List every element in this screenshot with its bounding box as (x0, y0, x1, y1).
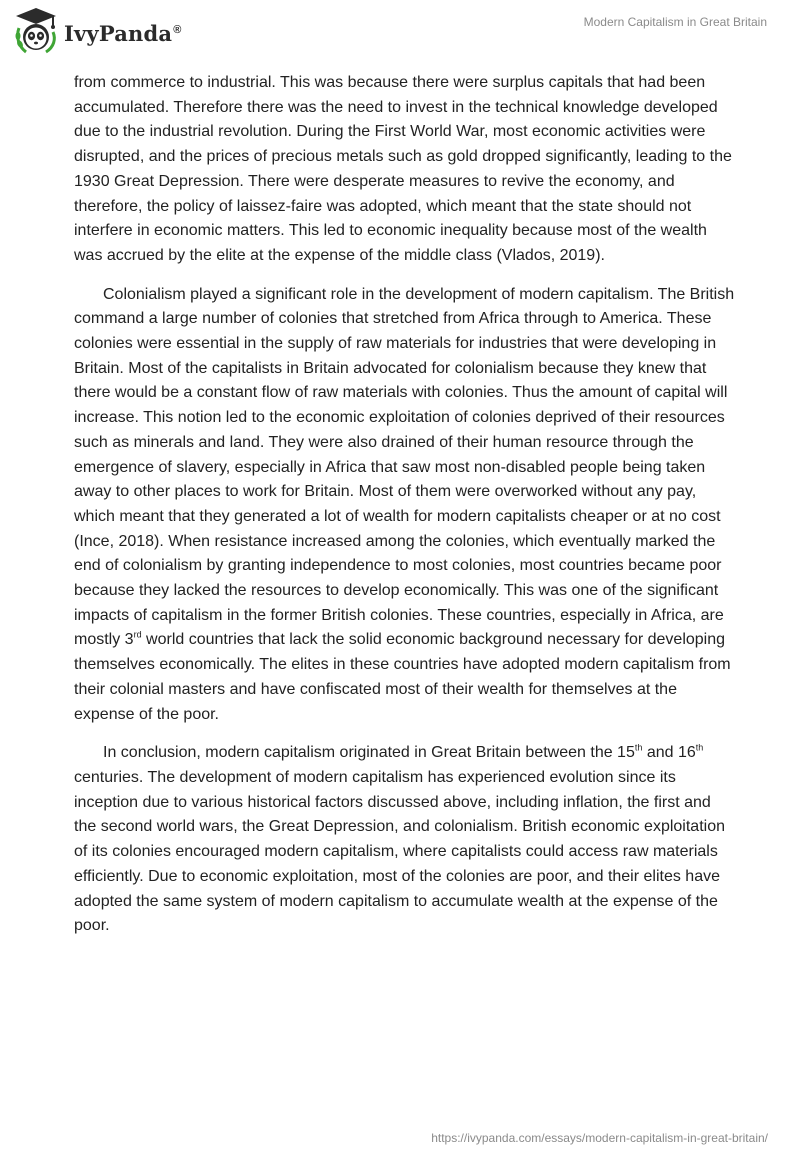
paragraph-colonialism (74, 283, 736, 728)
essay-body (74, 71, 736, 953)
brand-text: IvyPanda (64, 20, 173, 46)
brand-name (64, 21, 182, 46)
page-header (0, 0, 800, 68)
running-title: Modern Capitalism in Great Britain (583, 15, 767, 29)
paragraph-continued: from commerce to industrial. This was because there were surplus capitals that had been accumulated. Therefore there was the need to invest in the technical knowledge developed due to the industrial revolution. During the First World War, most economic activities were disrupted, and the prices of precious metals such as gold dropped significantly, leading to the 1930 Great Depression. There were desperate measures to revive the economy, and therefore, the policy of laissez-faire was adopted, which meant that the state should not interfere in economic matters. This led to economic inequality because most of the wealth was accrued by the elite at the expense of the middle class (Vlados, 2019). (74, 74, 732, 264)
paragraph-text: world countries that lack the solid economic background necessary for developing themselves economically. The elites in these countries have adopted modern capitalism from their colonial masters and have confiscated most of their wealth for themselves at the expense of the poor. (74, 631, 731, 723)
ordinal-suffix: rd (133, 630, 142, 641)
paragraph-conclusion (74, 741, 736, 939)
panda-graduate-icon (14, 6, 58, 56)
paragraph-text: In conclusion, modern capitalism originated in Great Britain between the 15 (103, 744, 635, 762)
paragraph-text: Colonialism played a significant role in the development of modern capitalism. The British command a large number of colonies that stretched from Africa through to America. These colonies were essential in the supply of raw materials for industries that were developing in Britain. Most of the capitalists in Britain advocated for colonialism because they knew that there would be a constant flow of raw materials with colonies. Thus the amount of capital will increase. This notion led to the economic exploitation of colonies deprived of their resources such as minerals and land. They were also drained of their human resource through the emergence of slavery, especially in Africa that saw most non-disabled people being taken away to other places to work for Britain. Most of them were overworked without any pay, which meant that they generated a lot of wealth for modern capitalists cheaper or at no cost (Ince, 2018). When resistance increased among the colonies, which eventually marked the end of colonialism by granting independence to most colonies, most countries became poor because they lacked the resources to develop economically. This was one of the significant impacts of capitalism in the former British colonies. These countries, especially in Africa, are mostly 3 (74, 285, 735, 649)
paragraph-text: centuries. The development of modern capitalism has experienced evolution since its inception due to various historical factors discussed above, including inflation, the first and the second world wars, the Great Depression, and colonialism. British economic exploitation of its colonies encouraged modern capitalism, where capitalists could access raw materials efficiently. Due to economic exploitation, most of the colonies are poor, and their elites have adopted the same system of modern capitalism to accumulate wealth at the expense of the poor. (74, 768, 725, 935)
ordinal-suffix: th (634, 742, 643, 753)
paragraph-text: and 16 (642, 744, 696, 762)
registered-mark: ® (173, 23, 182, 36)
ordinal-suffix: th (695, 742, 704, 753)
brand-logo[interactable] (14, 6, 182, 56)
source-url-link[interactable]: https://ivypanda.com/essays/modern-capitalism-in-great-britain/ (431, 1131, 768, 1145)
